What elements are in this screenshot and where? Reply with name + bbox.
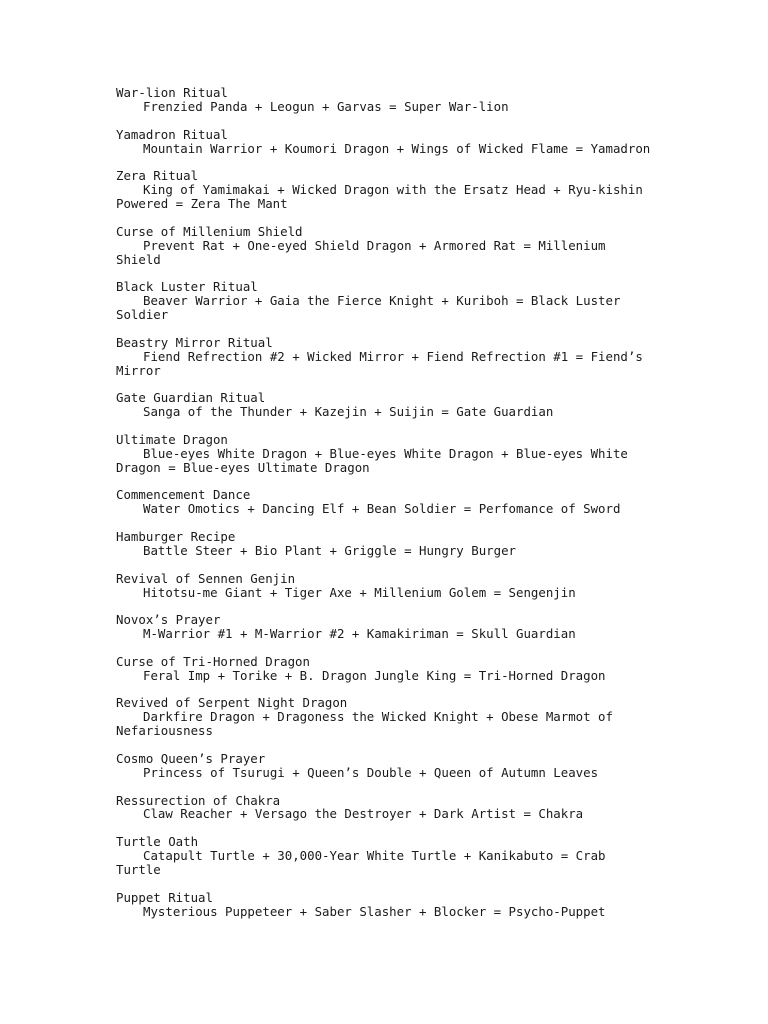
ritual-title: Puppet Ritual bbox=[116, 889, 213, 905]
ritual-title: Hamburger Recipe bbox=[116, 529, 236, 545]
ritual-entry bbox=[116, 280, 656, 322]
ritual-recipe: King of Yamimakai + Wicked Dragon with the Ersatz Head + Ryu-kishin Powered = Zera The Mant bbox=[116, 182, 643, 212]
ritual-entry bbox=[116, 86, 656, 114]
ritual-recipe: Battle Steer + Bio Plant + Griggle = Hungry Burger bbox=[143, 542, 516, 558]
ritual-recipe: Feral Imp + Torike + B. Dragon Jungle King = Tri-Horned Dragon bbox=[143, 667, 606, 683]
ritual-title: Zera Ritual bbox=[116, 168, 199, 184]
ritual-title: Cosmo Queen’s Prayer bbox=[116, 750, 266, 766]
ritual-title: Revived of Serpent Night Dragon bbox=[116, 695, 348, 711]
ritual-entry bbox=[116, 752, 656, 780]
ritual-entry bbox=[116, 128, 656, 156]
ritual-recipe: M-Warrior #1 + M-Warrior #2 + Kamakiriman = Skull Guardian bbox=[143, 626, 576, 642]
ritual-entry bbox=[116, 891, 656, 919]
ritual-recipe: Princess of Tsurugi + Queen’s Double + Queen of Autumn Leaves bbox=[143, 764, 599, 780]
ritual-title: Novox’s Prayer bbox=[116, 612, 221, 628]
ritual-entry bbox=[116, 696, 656, 738]
ritual-entry bbox=[116, 835, 656, 877]
ritual-recipe: Hitotsu-me Giant + Tiger Axe + Millenium Golem = Sengenjin bbox=[143, 584, 576, 600]
ritual-recipe: Prevent Rat + One-eyed Shield Dragon + Armored Rat = Millenium Shield bbox=[116, 237, 606, 267]
document-page bbox=[116, 86, 656, 932]
ritual-entry bbox=[116, 530, 656, 558]
ritual-recipe: Frenzied Panda + Leogun + Garvas = Super War-lion bbox=[143, 98, 509, 114]
ritual-title: Yamadron Ritual bbox=[116, 126, 228, 142]
ritual-entry bbox=[116, 336, 656, 378]
ritual-title: Beastry Mirror Ritual bbox=[116, 334, 273, 350]
ritual-entry bbox=[116, 225, 656, 267]
ritual-recipe: Catapult Turtle + 30,000-Year White Turtle + Kanikabuto = Crab Turtle bbox=[116, 848, 606, 877]
ritual-recipe: Mysterious Puppeteer + Saber Slasher + Blocker = Psycho-Puppet bbox=[143, 903, 606, 919]
ritual-title: Gate Guardian Ritual bbox=[116, 390, 266, 406]
ritual-entry bbox=[116, 488, 656, 516]
ritual-title: Curse of Millenium Shield bbox=[116, 223, 303, 239]
ritual-title: Turtle Oath bbox=[116, 834, 199, 850]
ritual-title: Black Luster Ritual bbox=[116, 279, 258, 295]
ritual-recipe: Water Omotics + Dancing Elf + Bean Soldier = Perfomance of Sword bbox=[143, 501, 621, 517]
ritual-recipe: Claw Reacher + Versago the Destroyer + Dark Artist = Chakra bbox=[143, 806, 584, 822]
ritual-title: War-lion Ritual bbox=[116, 85, 228, 100]
ritual-entry bbox=[116, 613, 656, 641]
ritual-entry bbox=[116, 794, 656, 822]
ritual-entry bbox=[116, 391, 656, 419]
ritual-recipe: Beaver Warrior + Gaia the Fierce Knight + Kuriboh = Black Luster Soldier bbox=[116, 293, 621, 323]
ritual-entry bbox=[116, 655, 656, 683]
ritual-recipe: Mountain Warrior + Koumori Dragon + Wings of Wicked Flame = Yamadron bbox=[143, 140, 651, 156]
ritual-entry bbox=[116, 433, 656, 475]
ritual-entry bbox=[116, 572, 656, 600]
ritual-recipe: Darkfire Dragon + Dragoness the Wicked Knight + Obese Marmot of Nefariousness bbox=[116, 709, 613, 739]
ritual-title: Ultimate Dragon bbox=[116, 431, 228, 447]
ritual-entry bbox=[116, 169, 656, 211]
ritual-title: Revival of Sennen Genjin bbox=[116, 570, 296, 586]
ritual-title: Ressurection of Chakra bbox=[116, 792, 281, 808]
ritual-recipe: Blue-eyes White Dragon + Blue-eyes White Dragon + Blue-eyes White Dragon = Blue-eyes Ultimate Dragon bbox=[116, 445, 628, 475]
ritual-recipe: Fiend Refrection #2 + Wicked Mirror + Fiend Refrection #1 = Fiend’s Mirror bbox=[116, 348, 643, 378]
ritual-recipe: Sanga of the Thunder + Kazejin + Suijin = Gate Guardian bbox=[143, 404, 554, 420]
ritual-title: Curse of Tri-Horned Dragon bbox=[116, 653, 310, 669]
ritual-title: Commencement Dance bbox=[116, 487, 251, 503]
